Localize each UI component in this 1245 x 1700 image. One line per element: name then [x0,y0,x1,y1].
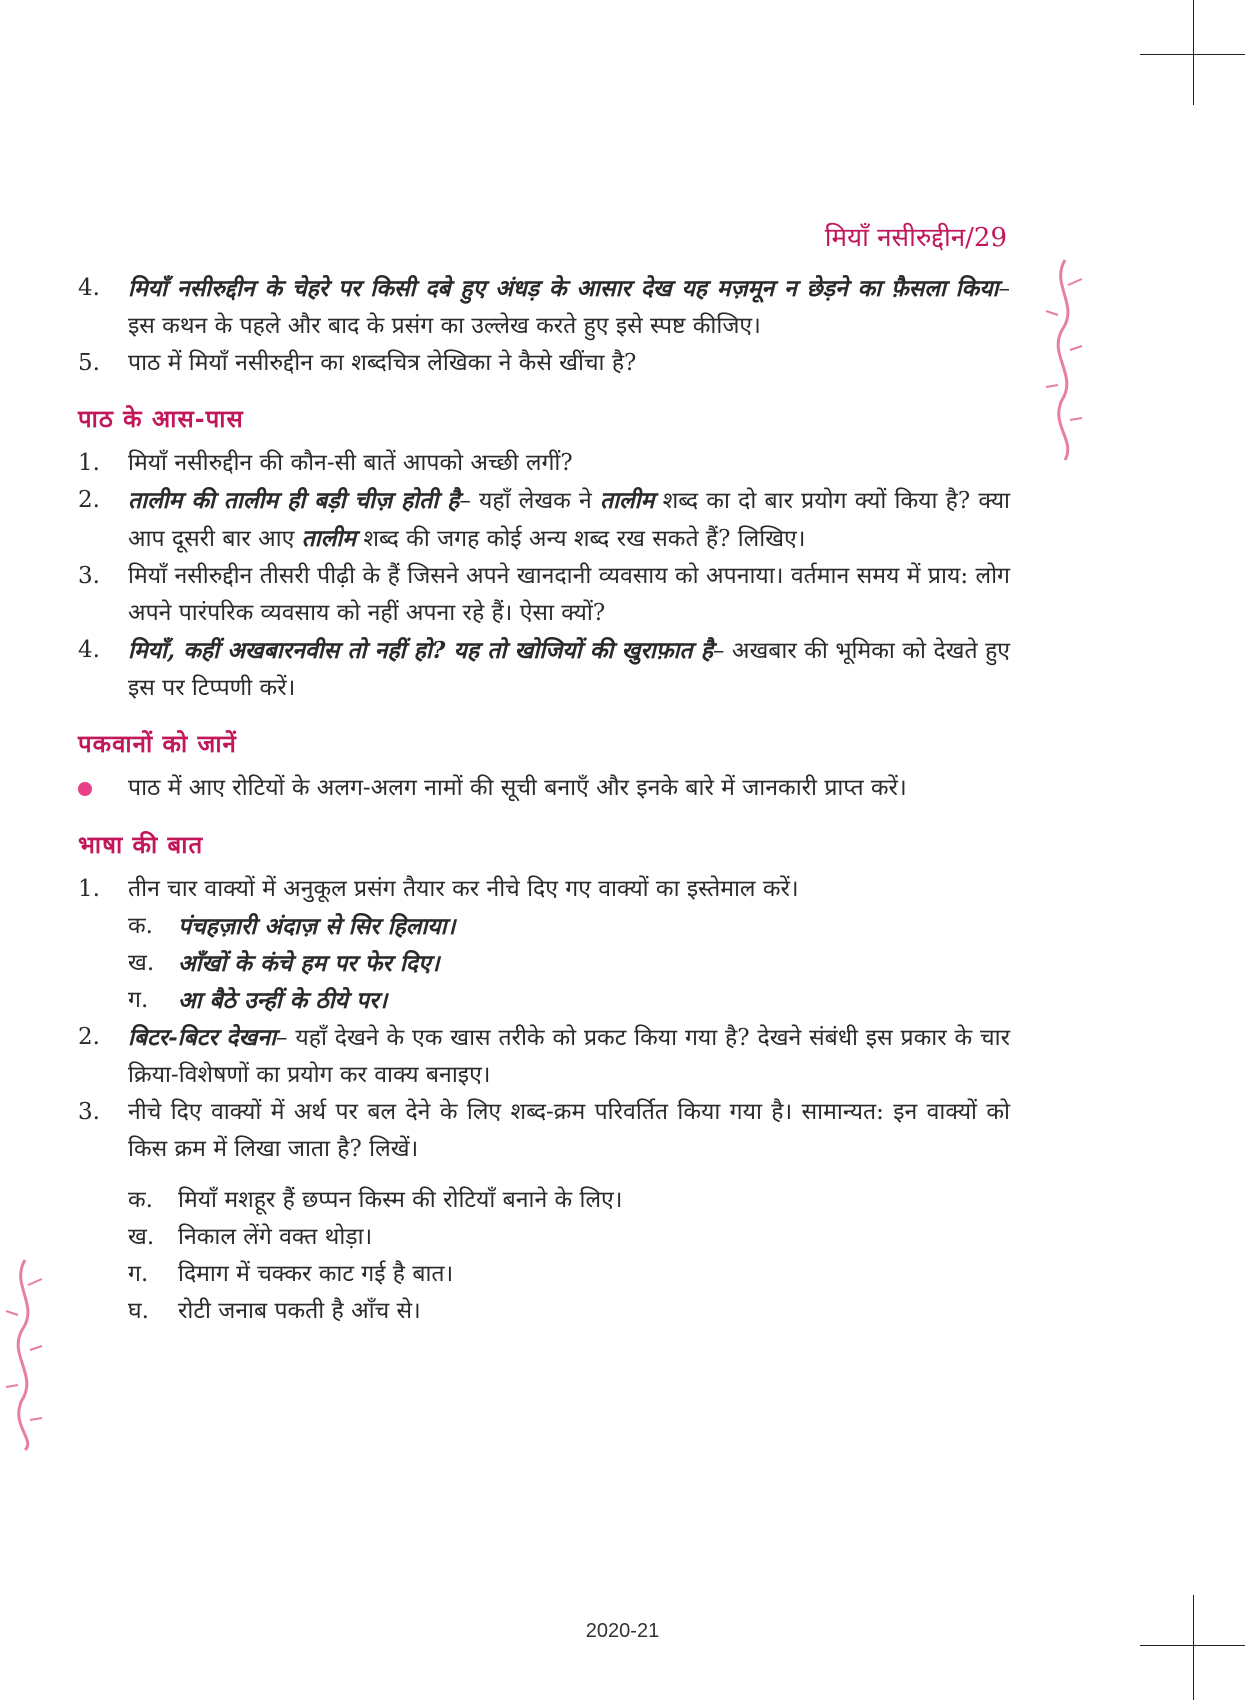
sub-text: आ बैठे उन्हीं के ठीये पर। [178,987,388,1014]
sub-label: ग. [128,987,149,1013]
question-5 [78,345,1010,382]
sub-label: क. [128,913,153,939]
question-1 [78,445,1010,482]
question-number: 1. [78,876,100,902]
sub-label: ग. [128,1261,149,1287]
sub-item [128,982,1010,1019]
sub-item [128,1182,1010,1219]
vine-decoration-right [1040,255,1090,465]
page-title: मियाँ नसीरुद्दीन/29 [824,223,1007,253]
section-heading-bhasha: भाषा की बात [78,830,204,859]
crop-mark-bottom-v [1193,1595,1194,1700]
question-text: पाठ में मियाँ नसीरुद्दीन का शब्दचित्र लेखिका ने कैसे खींचा है? [128,350,637,376]
question-number: 5. [78,350,100,376]
quoted-phrase: मियाँ, कहीं अखबारनवीस तो नहीं हो? यह तो खोजियों की खुराफ़ात है [128,637,713,664]
question-rest: – यहाँ देखने के एक खास तरीके को प्रकट किया गया है? देखने संबंधी इस प्रकार के चार क्रिया-विशेषणों का प्रयोग कर वाक्य बनाइए। [128,1025,1010,1088]
sub-text: रोटी जनाब पकती है आँच से। [178,1298,421,1324]
question-4b [78,632,1010,707]
bullet-wrap [78,770,128,808]
question-rest: – इस कथन के पहले और बाद के प्रसंग का उल्लेख करते हुए इसे स्पष्ट कीजिए। [128,276,1010,339]
question-number: 2. [78,487,100,513]
question-2 [78,482,1010,558]
sub-label: ख. [128,950,155,976]
question-4 [78,270,1010,345]
question-number: 3. [78,1099,100,1125]
crop-mark-top-v [1193,0,1194,105]
sub-item [128,945,1010,982]
question-number: 4. [78,275,100,301]
sub-text: दिमाग में चक्कर काट गई है बात। [178,1261,454,1287]
quoted-word: तालीम [301,525,357,552]
question-text: मियाँ नसीरुद्दीन तीसरी पीढ़ी के हैं जिसने अपने खानदानी व्यवसाय को अपनाया। वर्तमान समय में प्राय: लोग अपने पारंपरिक व्यवसाय को नहीं अपना रहे हैं। ऐसा क्यों? [128,563,1010,626]
sub-item [128,1256,1010,1293]
question-text [128,482,1010,558]
question-text [128,1019,1010,1094]
page-content [78,270,1010,1330]
question-3 [78,1094,1010,1168]
bullet-item [78,770,1010,808]
question-rest: – अखबार की भूमिका को देखते हुए इस पर टिप्पणी करें। [128,638,1011,701]
question-text [128,270,1010,345]
vine-decoration-left [0,1255,50,1455]
sub-label: घ. [128,1298,149,1324]
footer-year: 2020-21 [585,1620,660,1642]
sub-text: निकाल लेंगे वक्त थोड़ा। [178,1224,373,1250]
section-heading-aas-paas: पाठ के आस-पास [78,404,244,433]
question-part: शब्द का दो बार प्रयोग क्यों किया है? क्या आप दूसरी बार आए [128,488,1010,552]
question-text: मियाँ नसीरुद्दीन की कौन-सी बातें आपको अच्छी लगीं? [128,450,573,476]
sub-text: मियाँ मशहूर हैं छप्पन किस्म की रोटियाँ बनाने के लिए। [178,1187,623,1213]
sub-label: ख. [128,1224,155,1250]
question-part: शब्द की जगह कोई अन्य शब्द रख सकते हैं? लिखिए। [356,526,806,552]
quoted-word: तालीम [599,487,655,514]
quoted-phrase: तालीम की तालीम ही बड़ी चीज़ होती है [128,487,460,514]
bullet-icon [78,782,92,796]
question-1 [78,871,1010,908]
question-text [128,632,1010,707]
question-number: 2. [78,1024,100,1050]
question-part: – यहाँ लेखक ने [459,488,600,514]
question-number: 3. [78,563,100,589]
question-text: नीचे दिए वाक्यों में अर्थ पर बल देने के लिए शब्द-क्रम परिवर्तित किया गया है। सामान्यत: इन वाक्यों को किस क्रम में लिखा जाता है? लिखें। [128,1099,1010,1162]
question-2 [78,1019,1010,1094]
sub-label: क. [128,1187,153,1213]
sub-text: आँखों के कंचे हम पर फेर दिए। [178,950,440,977]
quoted-phrase: बिटर-बिटर देखना [128,1024,277,1051]
question-number: 1. [78,450,100,476]
bullet-text: पाठ में आए रोटियों के अलग-अलग नामों की सूची बनाएँ और इनके बारे में जानकारी प्राप्त करें। [128,775,907,801]
sub-item [128,908,1010,945]
sub-item [128,1293,1010,1330]
quoted-phrase: मियाँ नसीरुद्दीन के चेहरे पर किसी दबे हुए अंधड़ के आसार देख यह मज़मून न छेड़ने का फ़ैसला किया [128,275,999,302]
sub-item [128,1219,1010,1256]
question-number: 4. [78,637,100,663]
question-3 [78,558,1010,632]
question-text: तीन चार वाक्यों में अनुकूल प्रसंग तैयार कर नीचे दिए गए वाक्यों का इस्तेमाल करें। [128,876,799,902]
sub-text: पंचहज़ारी अंदाज़ से सिर हिलाया। [178,913,456,940]
section-heading-pakwan: पकवानों को जानें [78,729,237,758]
